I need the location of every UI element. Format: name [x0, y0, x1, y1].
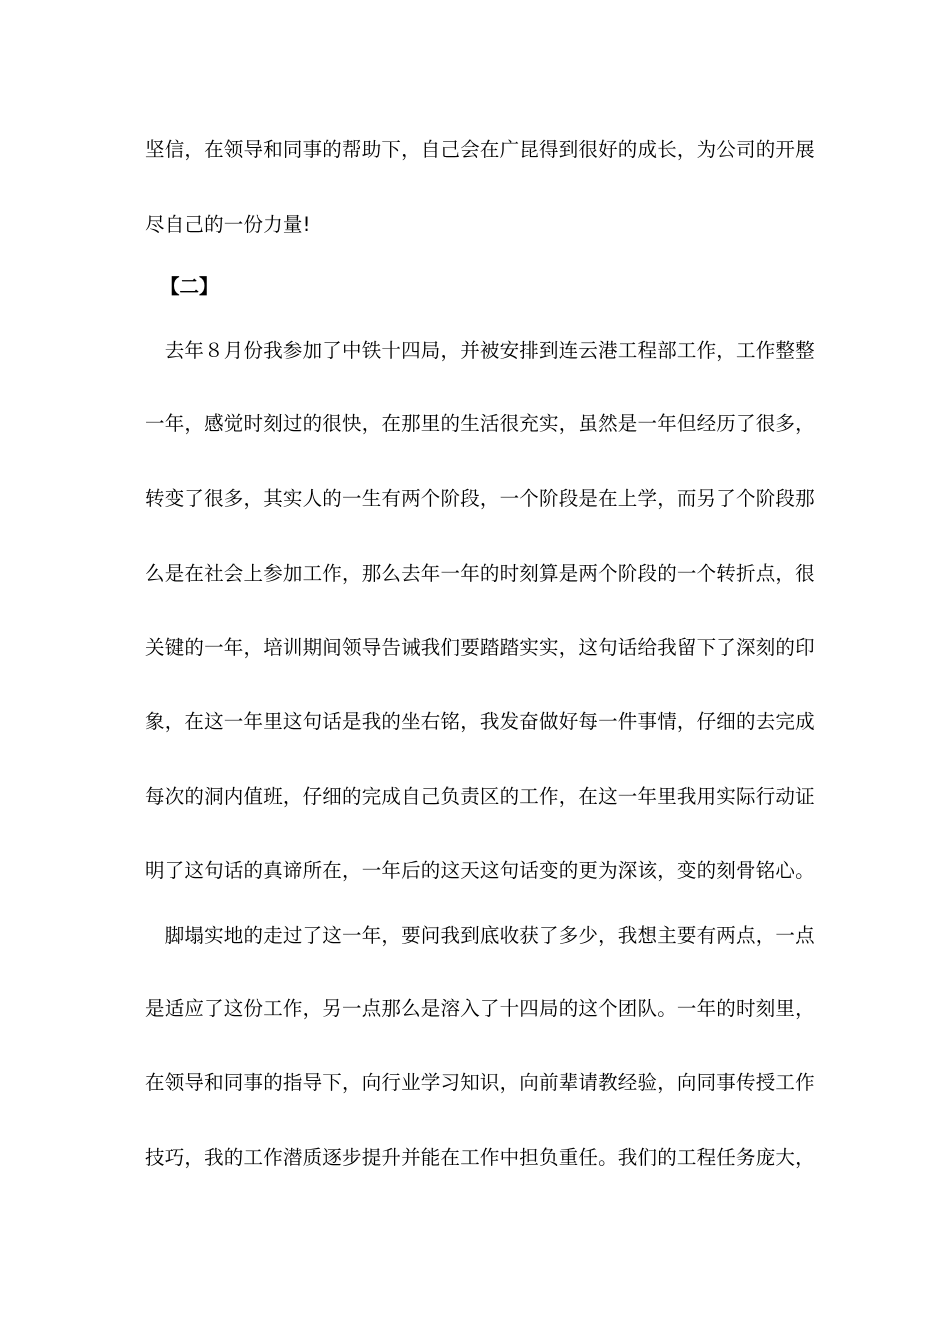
text-line: 关键的一年，培训期间领导告诫我们要踏踏实实，这句话给我留下了深刻的印	[145, 636, 815, 659]
text-line: 坚信，在领导和同事的帮助下，自己会在广昆得到很好的成长，为公司的开展	[145, 138, 815, 161]
section-heading: 【二】	[160, 275, 219, 298]
text-line: 一年，感觉时刻过的很快，在那里的生活很充实，虽然是一年但经历了很多，	[145, 412, 815, 435]
text-line: 每次的洞内值班，仔细的完成自己负责区的工作，在这一年里我用实际行动证	[145, 785, 815, 808]
text-line: 是适应了这份工作，另一点那么是溶入了十四局的这个团队。一年的时刻里，	[145, 997, 815, 1020]
text-line: 转变了很多，其实人的一生有两个阶段，一个阶段是在上学，而另了个阶段那	[145, 487, 815, 510]
text-line: 么是在社会上参加工作，那么去年一年的时刻算是两个阶段的一个转折点，很	[145, 562, 815, 585]
text-line: 尽自己的一份力量!	[145, 213, 311, 236]
text-line: 明了这句话的真谛所在，一年后的这天这句话变的更为深该，变的刻骨铭心。	[145, 859, 815, 882]
text-line: 在领导和同事的指导下，向行业学习知识，向前辈请教经验，向同事传授工作	[145, 1071, 815, 1094]
text-line: 技巧，我的工作潜质逐步提升并能在工作中担负重任。我们的工程任务庞大，	[145, 1146, 815, 1169]
text-line: 去年８月份我参加了中铁十四局，并被安排到连云港工程部工作，工作整整	[145, 339, 815, 362]
text-line: 象，在这一年里这句话是我的坐右铭，我发奋做好每一件事情，仔细的去完成	[145, 710, 815, 733]
text-line: 脚塌实地的走过了这一年，要问我到底收获了多少，我想主要有两点，一点	[145, 924, 815, 947]
